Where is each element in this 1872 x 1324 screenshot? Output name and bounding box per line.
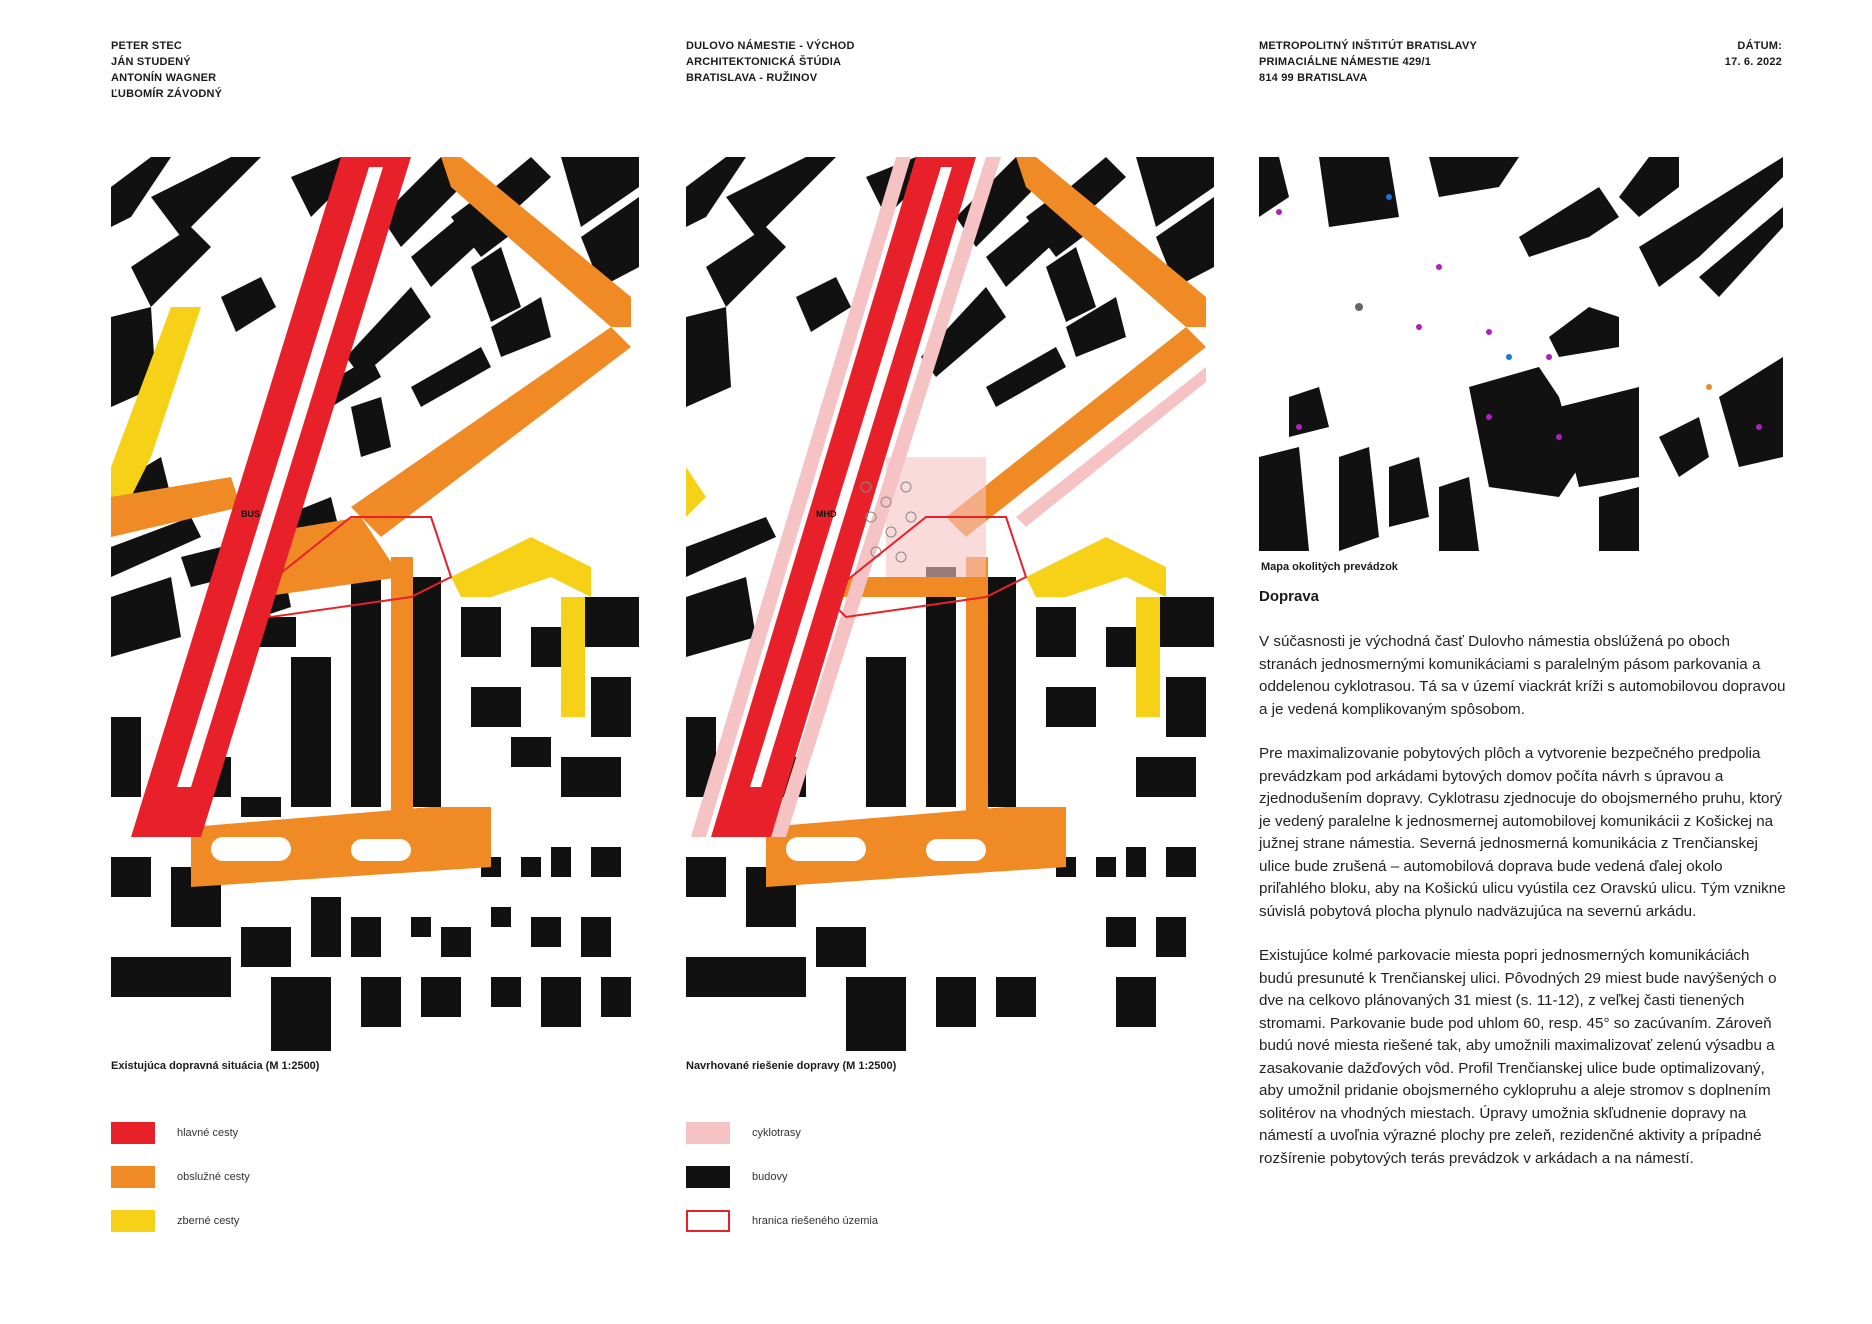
date-value: 17. 6. 2022 <box>1724 56 1782 68</box>
map-label-bus: BUS <box>241 509 261 519</box>
collector-road-swatch <box>111 1210 155 1232</box>
existing-traffic-map <box>111 157 639 1051</box>
institute-name: METROPOLITNÝ INŠTITÚT BRATISLAVY <box>1259 40 1478 52</box>
legend-item-buildings <box>686 1166 878 1188</box>
project-block <box>686 38 855 86</box>
legend-item-bike-lanes <box>686 1122 878 1144</box>
proposed-map-svg <box>686 157 1214 1051</box>
paragraph: Existujúce kolmé parkovacie miesta popri jednosmerných komunikáciách budú presunuté k Trenčianskej ulici. Pôvodných 29 miest bude navýšených o dve na celkovo plánovaných 31 miest (s. 11-12), z veľkej časti tienených stromami. Parkovanie bude pod uhlom 60, resp. 45° so zacúvaním. Zároveň budú nové miesta riešené tak, aby umožnili maximalizovať zelenú výsadbu a zasakovanie dažďových vôd. Profil Trenčianskej ulice bude optimalizovaný, aby umožnil pridanie obojsmerného cyklopruhu a aleje stromov s doplnením solitérov na vhodných miestach. Úpravy umožnia skľudnenie dopravy na námestí a uvoľnia výrazné plochy pre zeleň, rezidenčné aktivity a prípadné rozšírenie pobytových terás prevádzok v arkádach a na námestí. <box>1259 947 1777 1167</box>
buildings <box>111 157 639 1051</box>
legend-label: hranica riešeného územia <box>752 1215 878 1227</box>
feature-legend <box>686 1122 878 1254</box>
legend-label: zberné cesty <box>177 1215 240 1227</box>
main-road-swatch <box>111 1122 155 1144</box>
poi-map-caption: Mapa okolitých prevádzok <box>1261 561 1398 573</box>
proposed-traffic-map <box>686 157 1214 1051</box>
legend-item-collector-roads <box>111 1210 250 1232</box>
project-type: ARCHITEKTONICKÁ ŠTÚDIA <box>686 56 842 68</box>
institute-block <box>1259 38 1477 86</box>
road-legend <box>111 1122 250 1254</box>
institute-address: PRIMACIÁLNE NÁMESTIE 429/1 <box>1259 56 1432 68</box>
legend-item-boundary <box>686 1210 878 1232</box>
legend-label: hlavné cesty <box>177 1127 239 1139</box>
author-name: ĽUBOMÍR ZÁVODNÝ <box>111 88 223 100</box>
proposed-map-caption: Navrhované riešenie dopravy (M 1:2500) <box>686 1060 897 1072</box>
paragraph: Pre maximalizovanie pobytových plôch a vytvorenie bezpečného predpolia prevádzkam pod arkádami bytových domov počíta návrh s úpravou a zjednodušením dopravy. Cyklotrasu zjednocuje do obojsmerného pruhu, ktorý je vedený paralelne k jednosmernej automobilovej komunikácii z Košickej na južnej strane námestia. Severná jednosmerná komunikácia z Trenčianskej ulice bude zrušená – automobilová doprava bude vedená ďalej okolo priľahlého bloku, aby na Košickú ulicu vyústila cez Oravskú ulicu. Tým vznikne súvislá pobytová plocha plynulo nadväzujúca na severnú arkádu. <box>1259 745 1786 920</box>
author-name: ANTONÍN WAGNER <box>111 72 217 84</box>
legend-item-service-roads <box>111 1166 250 1188</box>
authors-block <box>111 38 222 102</box>
service-road-swatch <box>111 1166 155 1188</box>
traffic-description <box>1259 588 1787 1192</box>
poi-map <box>1259 157 1783 551</box>
existing-map-caption: Existujúca dopravná situácia (M 1:2500) <box>111 1060 320 1072</box>
poi-map-svg <box>1259 157 1783 551</box>
legend-item-main-roads <box>111 1122 250 1144</box>
date-block <box>1725 38 1782 70</box>
buildings <box>1259 157 1783 551</box>
bike-lane-swatch <box>686 1122 730 1144</box>
project-title: DULOVO NÁMESTIE - VÝCHOD <box>686 40 855 52</box>
author-name: JÁN STUDENÝ <box>111 56 191 68</box>
building-swatch <box>686 1166 730 1188</box>
project-location: BRATISLAVA - RUŽINOV <box>686 72 818 84</box>
boundary-swatch <box>686 1210 730 1232</box>
institute-city: 814 99 BRATISLAVA <box>1259 72 1368 84</box>
legend-label: obslužné cesty <box>177 1171 250 1183</box>
legend-label: budovy <box>752 1171 788 1183</box>
legend-label: cyklotrasy <box>752 1127 801 1139</box>
map-label-mhd: MHD <box>816 509 837 519</box>
paragraph: V súčasnosti je východná časť Dulovho námestia obslúžená po oboch stranách jednosmernými komunikáciami s paralelným pásom parkovania a oddelenou cyklotrasou. Tá sa v území viackrát kríži s automobilovou dopravou a je vedená komplikovaným spôsobom. <box>1259 633 1786 718</box>
date-label: DÁTUM: <box>1737 40 1782 52</box>
author-name: PETER STEC <box>111 40 183 52</box>
section-heading: Doprava <box>1259 588 1320 605</box>
existing-map-svg <box>111 157 639 1051</box>
